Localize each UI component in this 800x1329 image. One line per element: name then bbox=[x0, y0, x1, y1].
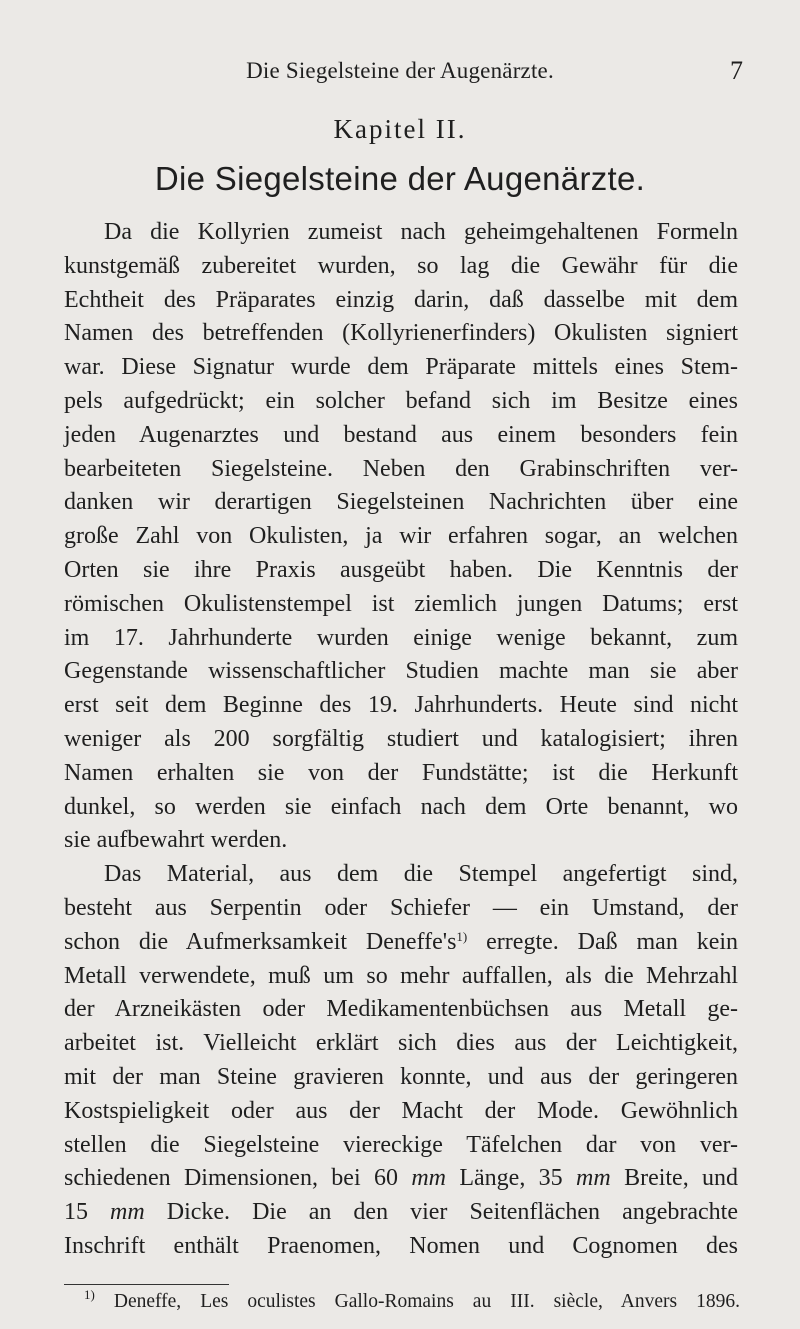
text-fragment: 15 bbox=[64, 1199, 88, 1226]
chapter-title: Die Siegelsteine der Augenärzte. bbox=[154, 160, 646, 197]
text-line: pels aufgedrückt; ein solcher befand sich im Besitze eines bbox=[64, 387, 738, 414]
text-line: große Zahl von Okulisten, ja wir erfahren sogar, an welchen bbox=[64, 523, 738, 550]
text-line: Gegenstande wissenschaftlicher Studien machte man sie aber bbox=[64, 658, 738, 685]
text-line: stellen die Siegelsteine viereckige Täfelchen dar von ver- bbox=[64, 1131, 738, 1158]
text-line: erst seit dem Beginne des 19. Jahrhunderts. Heute sind nicht bbox=[64, 692, 738, 719]
unit-mm: mm bbox=[110, 1199, 145, 1226]
text-fragment: schon die Aufmerksamkeit Deneffe's bbox=[64, 928, 457, 955]
text-line: Namen des betreffenden (Kollyrienerfinders) Okulisten signiert bbox=[64, 320, 738, 347]
text-line: war. Diese Signatur wurde dem Präparate mittels eines Stem- bbox=[64, 354, 738, 381]
text-line: dunkel, so werden sie einfach nach dem Orte benannt, wo bbox=[64, 793, 738, 820]
text-line bbox=[64, 1162, 738, 1196]
unit-mm: mm bbox=[576, 1165, 611, 1192]
running-head: Die Siegelsteine der Augenärzte. bbox=[246, 58, 554, 83]
chapter-label: Kapitel II. bbox=[333, 114, 467, 144]
text-fragment: Dicke. Die an den vier Seitenflächen angebrachte bbox=[166, 1199, 738, 1226]
body-text bbox=[64, 216, 738, 1264]
text-line: römischen Okulistenstempel ist ziemlich jungen Datums; erst bbox=[64, 590, 738, 617]
text-fragment: Länge, 35 bbox=[459, 1165, 563, 1192]
text-line: kunstgemäß zubereitet wurden, so lag die Gewähr für die bbox=[64, 252, 738, 279]
text-fragment: Breite, und bbox=[624, 1165, 739, 1192]
text-line: besteht aus Serpentin oder Schiefer — ein Umstand, der bbox=[64, 894, 738, 921]
text-fragment: erregte. Daß man kein bbox=[486, 928, 739, 955]
text-line: Das Material, aus dem die Stempel angefertigt sind, bbox=[104, 861, 738, 888]
page-number: 7 bbox=[730, 56, 743, 85]
text-line: bearbeiteten Siegelsteine. Neben den Grabinschriften ver- bbox=[64, 455, 738, 482]
text-line: mit der man Steine gravieren konnte, und aus der geringeren bbox=[64, 1063, 738, 1090]
footnote-marker: 1) bbox=[84, 1287, 95, 1302]
text-line bbox=[64, 926, 738, 960]
text-line: danken wir derartigen Siegelsteinen Nachrichten über eine bbox=[64, 489, 738, 516]
text-line: arbeitet ist. Vielleicht erklärt sich dies aus der Leichtigkeit, bbox=[64, 1030, 738, 1057]
text-line: Echtheit des Präparates einzig darin, daß dasselbe mit dem bbox=[64, 286, 738, 313]
text-line: Metall verwendete, muß um so mehr auffallen, als die Mehrzahl bbox=[64, 962, 738, 989]
text-fragment: schiedenen Dimensionen, bei 60 bbox=[64, 1165, 398, 1192]
footnote bbox=[84, 1287, 741, 1313]
unit-mm: mm bbox=[411, 1165, 446, 1192]
text-line: Inschrift enthält Praenomen, Nomen und Cognomen des bbox=[64, 1232, 738, 1259]
footnote-text: Deneffe, Les oculistes Gallo-Romains au III. siècle, Anvers 1896. bbox=[113, 1291, 741, 1312]
footnote-reference: 1) bbox=[456, 928, 468, 944]
text-line: Da die Kollyrien zumeist nach geheimgehaltenen Formeln bbox=[104, 219, 738, 245]
text-line: im 17. Jahrhunderte wurden einige wenige bekannt, zum bbox=[64, 624, 738, 651]
text-line: der Arzneikästen oder Medikamentenbüchsen aus Metall ge- bbox=[64, 996, 738, 1023]
text-line: jeden Augenarztes und bestand aus einem besonders fein bbox=[64, 421, 738, 448]
text-line: weniger als 200 sorgfältig studiert und katalogisiert; ihren bbox=[64, 725, 738, 752]
footnote-divider bbox=[64, 1284, 229, 1285]
text-line: Namen erhalten sie von der Fundstätte; ist die Herkunft bbox=[64, 759, 738, 786]
text-line: Orten sie ihre Praxis ausgeübt haben. Die Kenntnis der bbox=[64, 556, 738, 583]
text-line bbox=[64, 1196, 738, 1230]
text-line: Kostspieligkeit oder aus der Macht der Mode. Gewöhnlich bbox=[64, 1097, 738, 1124]
text-line: sie aufbewahrt werden. bbox=[64, 827, 288, 854]
